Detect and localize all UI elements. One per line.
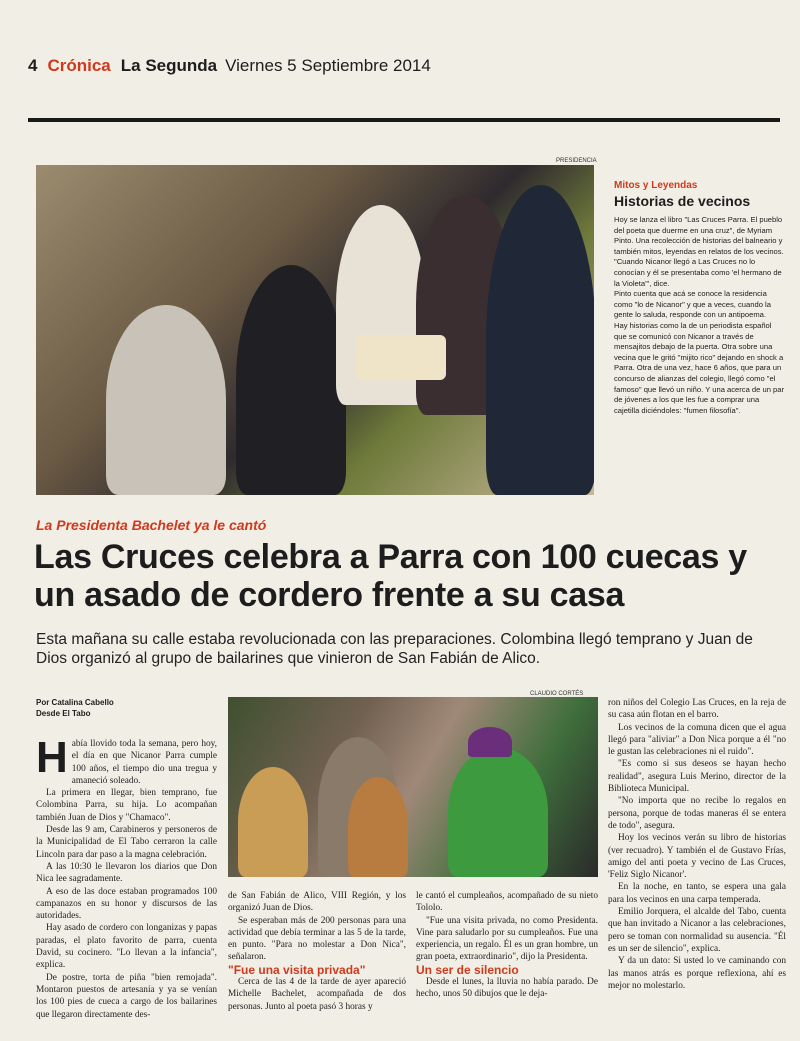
sidebar-paragraph: Hay historias como la de un periodista español que se comunicó con Nicanor a través de mensajitos debajo de la puerta. Otra sobre una vecina que le gritó "mijito rico" dejando en shock a Parra. Otra de una vez, hace 6 años, que para un concurso de alianzas del colegio, llegó como "el famoso" que llevó un niño. Y una acerca de un par de jóvenes a los que les fue a comprar una cajetilla diciéndoles: "fumen filosofía". xyxy=(614,320,785,415)
paragraph: ron niños del Colegio Las Cruces, en la reja de su casa aún flotan en el barro. xyxy=(608,698,786,721)
sidebar-paragraph: "Cuando Nicanor llegó a Las Cruces no lo conocían y él se presentaba como 'el hermano de la Violeta'", dice. xyxy=(614,257,782,288)
article-deck: Esta mañana su calle estaba revolucionada con las preparaciones. Colombina llegó temprano y Juan de Dios organizó al grupo de bailarines que vinieron de San Fabián de Alico. xyxy=(36,631,753,667)
drop-cap: H xyxy=(36,733,68,782)
sidebar-paragraph: Hoy se lanza el libro "Las Cruces Parra. El pueblo del poeta que duerme en una cruz", de Myriam Pinto. Una recolección de historias del balneario y también mitos, leyendas en relatos de los vecinos. xyxy=(614,215,784,256)
article-column-3 xyxy=(416,890,598,1001)
page-header xyxy=(28,56,768,86)
paragraph: Desde las 9 am, Carabineros y personeros de la Municipalidad de El Tabo cerraron la calle Lincoln para dar paso a la magna celebración. xyxy=(36,825,217,860)
guitarists-photo xyxy=(228,697,598,877)
sidebar-kicker: Mitos y Leyendas xyxy=(614,180,698,191)
sidebar-body xyxy=(614,215,786,416)
photo-credit: CLAUDIO CORTÉS xyxy=(530,691,584,697)
sidebar-paragraph: Pinto cuenta que acá se conoce la residencia como "lo de Nicanor" y que a veces, cuando la gente lo saluda, responde con un antipoema. xyxy=(614,289,771,320)
article-column-4 xyxy=(608,697,786,992)
section-name: Crónica xyxy=(47,56,111,75)
sidebar-box xyxy=(614,180,786,416)
byline xyxy=(36,697,114,719)
byline-author: Por Catalina Cabello xyxy=(36,698,114,707)
paragraph: A eso de las doce estaban programados 100 campanazos en su honor y discursos de las autoridades. xyxy=(36,886,217,922)
paragraph: "No importa que no recibe lo regalos en persona, porque de todas maneras él se entera de todo", asegura. xyxy=(608,796,786,831)
paragraph: Desde el lunes, la lluvia no había parado. De hecho, unos 50 dibujos que le deja- xyxy=(416,977,598,1000)
newspaper-name: La Segunda xyxy=(120,56,218,75)
subhead: "Fue una visita privada" xyxy=(228,962,366,977)
article-kicker: La Presidenta Bachelet ya le cantó xyxy=(36,517,267,533)
header-rule xyxy=(28,118,780,122)
paragraph: A las 10:30 le llevaron los diarios que Don Nica lee sagradamente. xyxy=(36,861,217,885)
paragraph: "Fue una visita privada, no como Presidenta. Vine para saludarlo por su cumpleaños. Fue una experiencia, un regalo. Él es un gran hombre, un gran poeta, extraordinario", dijo la Presidenta. xyxy=(416,915,598,963)
paragraph: Hoy los vecinos verán su libro de historias (ver recuadro). Y también el de Gustavo Frías, amigo del anti poeta y vecino de Las Cruces, 'Feliz Siglo Nicanor'. xyxy=(608,833,786,881)
paragraph: En la noche, en tanto, se espera una gala para los vecinos en una carpa temperada. xyxy=(608,882,786,905)
paragraph: De postre, torta de piña "bien remojada". Montaron puestos de artesanía y ya se venían los 100 pies de cueca a cargo de los bailarines que llegaron directamente des- xyxy=(36,972,217,1020)
headline: Las Cruces celebra a Parra con 100 cuecas y un asado de cordero frente a su casa xyxy=(34,538,747,614)
paragraph: abía llovido toda la semana, pero hoy, el día en que Nicanor Parra cumple 100 años, el tiempo dio una tregua y amaneció soleado. xyxy=(71,739,217,786)
paragraph: Los vecinos de la comuna dicen que el agua llegó para "aliviar" a Don Nica porque a él "no le gustan las celebraciones ni el ruido". xyxy=(608,722,786,758)
paragraph: Cerca de las 4 de la tarde de ayer apareció Michelle Bachelet, acompañada de dos personas. Junto al poeta pasó 3 horas y xyxy=(228,977,406,1012)
byline-place: Desde El Tabo xyxy=(36,709,91,718)
sidebar-title: Historias de vecinos xyxy=(614,193,751,209)
paragraph: de San Fabián de Alico, VIII Región, y los organizó Juan de Dios. xyxy=(228,891,406,914)
celebration-photo xyxy=(36,165,594,495)
paragraph: Y da un dato: Si usted lo ve caminando con las manos atrás es porque reflexiona, ahí es mejor no molestarlo. xyxy=(608,956,786,991)
paragraph: le cantó el cumpleaños, acompañado de su nieto Tololo. xyxy=(416,891,598,914)
article-column-2 xyxy=(228,890,406,1013)
paragraph: "Es como si sus deseos se hayan hecho realidad", asegura Luis Merino, director de la Biblioteca Municipal. xyxy=(608,759,786,795)
paragraph: Hay asado de cordero con longanizas y papas paradas, el plato favorito de parra, cuenta David, su cocinero. "Lo llevan a la infancia", explica. xyxy=(36,923,217,971)
paragraph: Se esperaban más de 200 personas para una actividad que debía terminar a las 5 de la tarde, en punto. "Para no molestar a Don Nica", señalaron. xyxy=(228,915,406,963)
paragraph: La primera en llegar, bien temprano, fue Colombina Parra, su hija. Lo acompañan también Juan de Dios y "Chamaco". xyxy=(36,788,217,823)
paragraph: Emilio Jorquera, el alcalde del Tabo, cuenta que han invitado a Nicanor a las celebraciones, pero se toman con normalidad su ausencia. "Él es un ser de silencio", explica. xyxy=(608,907,786,954)
subhead: Un ser de silencio xyxy=(416,962,519,977)
issue-date: Viernes 5 Septiembre 2014 xyxy=(225,56,431,75)
page-number: 4 xyxy=(28,56,38,75)
article-column-1 xyxy=(36,733,217,1021)
photo-credit: PRESIDENCIA xyxy=(556,158,597,164)
